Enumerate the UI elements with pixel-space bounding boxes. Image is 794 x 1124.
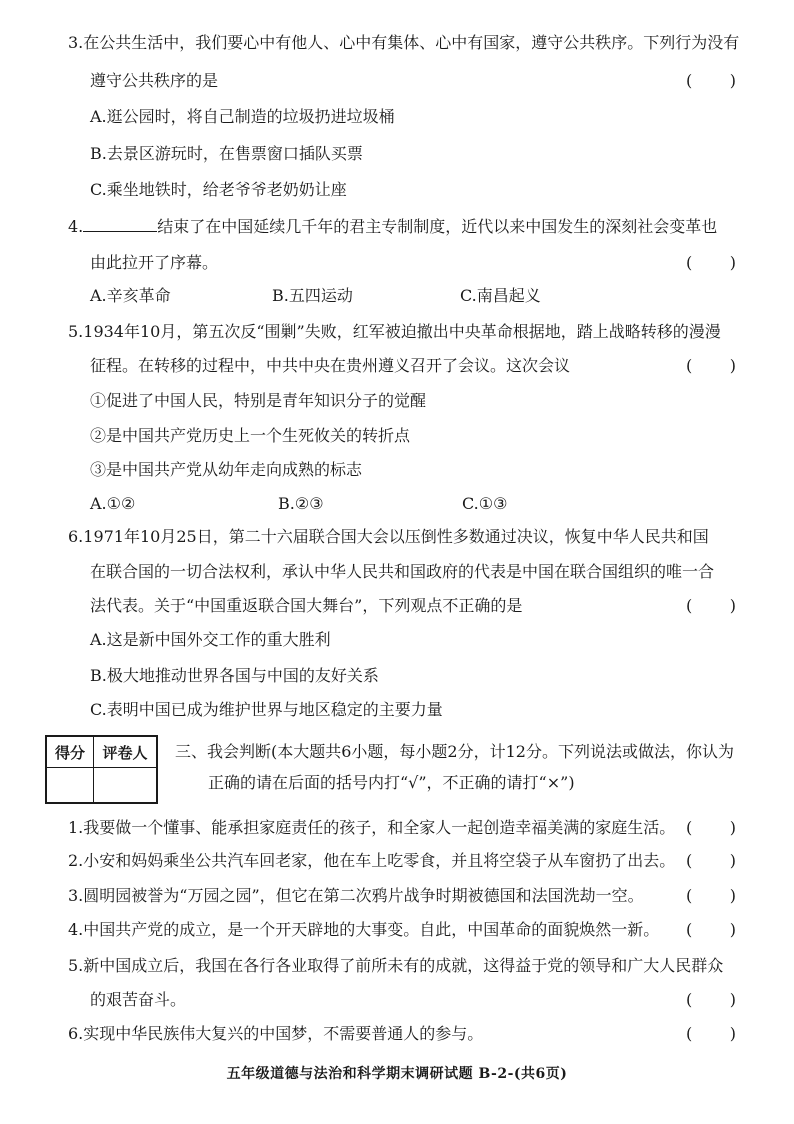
q3-line2: 遵守公共秩序的是 <box>90 71 219 90</box>
q6-line1: 6.1971年10月25日，第二十六届联合国大会以压倒性多数通过决议，恢复中华人民共和国 <box>68 527 709 546</box>
q6-option-c: C.表明中国已成为维护世界与地区稳定的主要力量 <box>90 700 443 719</box>
judgment-3-text: 3.圆明园被誉为“万园之园”，但它在第二次鸦片战争时期被德国和法国洗劫一空。 <box>68 886 644 905</box>
score-table <box>45 735 158 804</box>
score-header: 得分 <box>46 736 94 768</box>
section3-title-line2: 正确的请在后面的括号内打“√”，不正确的请打“×”) <box>208 773 575 792</box>
q6-option-b: B.极大地推动世界各国与中国的友好关系 <box>90 666 379 685</box>
q5-line2: 征程。在转移的过程中，中共中央在贵州遵义召开了会议。这次会议 <box>90 356 571 375</box>
q5-options <box>90 494 507 514</box>
q4-option-b: B.五四运动 <box>272 286 353 305</box>
q5-answer-paren[interactable]: ( ) <box>686 356 737 375</box>
q3-option-c: C.乘坐地铁时，给老爷爷老奶奶让座 <box>90 180 347 199</box>
q3-option-a: A.逛公园时，将自己制造的垃圾扔进垃圾桶 <box>90 107 395 126</box>
q5-option-a: A.①② <box>90 494 136 513</box>
judgment-1-paren[interactable]: ( ) <box>686 818 737 837</box>
q3-line1: 3.在公共生活中，我们要心中有他人、心中有集体、心中有国家，遵守公共秩序。下列行为没有 <box>68 33 740 52</box>
score-cell[interactable] <box>46 768 94 804</box>
judgment-4-paren[interactable]: ( ) <box>686 920 737 939</box>
q6-option-a: A.这是新中国外交工作的重大胜利 <box>90 630 331 649</box>
judgment-3-paren[interactable]: ( ) <box>686 886 737 905</box>
q4-line1 <box>68 217 717 237</box>
q5-statement-2: ②是中国共产党历史上一个生死攸关的转折点 <box>90 426 411 445</box>
q4-line2: 由此拉开了序幕。 <box>90 253 219 272</box>
judgment-6-paren[interactable]: ( ) <box>686 1024 737 1043</box>
judgment-5-text: 5.新中国成立后，我国在各行各业取得了前所未有的成就，这得益于党的领导和广大人民群众 <box>68 956 724 975</box>
judgment-5-paren[interactable]: ( ) <box>686 990 737 1009</box>
q6-line3: 法代表。关于“中国重返联合国大舞台”，下列观点不正确的是 <box>90 596 523 615</box>
q4-number: 4. <box>68 217 84 236</box>
q5-option-b: B.②③ <box>278 494 324 513</box>
q6-line2: 在联合国的一切合法权利，承认中华人民共和国政府的代表是中国在联合国组织的唯一合 <box>90 562 715 581</box>
q5-option-c: C.①③ <box>462 494 508 513</box>
q3-option-b: B.去景区游玩时，在售票窗口插队买票 <box>90 144 363 163</box>
judgment-4-text: 4.中国共产党的成立，是一个开天辟地的大事变。自此，中国革命的面貌焕然一新。 <box>68 920 660 939</box>
judgment-5-text-cont: 的艰苦奋斗。 <box>90 990 187 1009</box>
q3-answer-paren[interactable]: ( ) <box>686 71 737 90</box>
q4-answer-paren[interactable]: ( ) <box>686 253 737 272</box>
q4-fill-blank[interactable] <box>83 217 157 232</box>
grader-cell[interactable] <box>94 768 158 804</box>
q6-answer-paren[interactable]: ( ) <box>686 596 737 615</box>
q4-option-a: A.辛亥革命 <box>90 286 171 305</box>
page-footer: 五年级道德与法治和科学期末调研试题 B-2-(共6页) <box>226 1066 568 1082</box>
q4-option-c: C.南昌起义 <box>460 286 541 305</box>
judgment-1-text: 1.我要做一个懂事、能承担家庭责任的孩子，和全家人一起创造幸福美满的家庭生活。 <box>68 818 676 837</box>
judgment-6-text: 6.实现中华民族伟大复兴的中国梦，不需要普通人的参与。 <box>68 1024 484 1043</box>
section3-title-line1: 三、我会判断(本大题共6小题，每小题2分，计12分。下列说法或做法，你认为 <box>175 742 734 761</box>
judgment-2-paren[interactable]: ( ) <box>686 851 737 870</box>
q4-options <box>90 286 541 306</box>
q5-statement-3: ③是中国共产党从幼年走向成熟的标志 <box>90 460 363 479</box>
q5-statement-1: ①促进了中国人民，特别是青年知识分子的觉醒 <box>90 391 427 410</box>
grader-header: 评卷人 <box>94 736 158 768</box>
judgment-2-text: 2.小安和妈妈乘坐公共汽车回老家，他在车上吃零食，并且将空袋子从车窗扔了出去。 <box>68 851 676 870</box>
q4-line1-text: 结束了在中国延续几千年的君主专制制度，近代以来中国发生的深刻社会变革也 <box>157 217 718 236</box>
q5-line1: 5.1934年10月，第五次反“围剿”失败，红军被迫撤出中央革命根据地，踏上战略转移的漫漫 <box>68 322 721 341</box>
